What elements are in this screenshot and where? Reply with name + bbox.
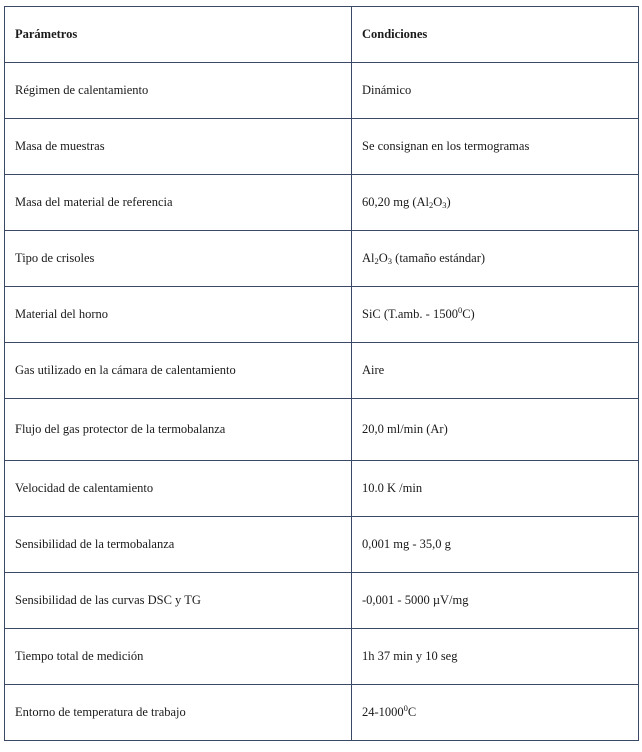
table-row [5,685,639,741]
row-cond: 1h 37 min y 10 seg [352,629,639,685]
cond-superscript: 0 [457,305,463,315]
row-param: Entorno de temperatura de trabajo [5,685,352,741]
row-param: Tipo de crisoles [5,231,352,287]
table-row [5,629,639,685]
row-cond: Aire [352,343,639,399]
row-param: Masa del material de referencia [5,175,352,231]
row-cond [352,231,639,287]
table-row [5,517,639,573]
table-row [5,287,639,343]
table-header-row [5,7,639,63]
cond-subscript: 2 [374,256,379,266]
cond-text: ) [446,195,451,209]
parameters-table [4,6,639,741]
header-condiciones: Condiciones [352,7,639,63]
row-cond: -0,001 - 5000 µV/mg [352,573,639,629]
table-row [5,231,639,287]
table-row [5,399,639,461]
cond-text: C) [462,307,475,321]
cond-superscript: 0 [403,703,408,713]
table-row [5,175,639,231]
cond-subscript: 3 [387,256,393,266]
row-cond: 10.0 K /min [352,461,639,517]
row-param: Tiempo total de medición [5,629,352,685]
row-cond [352,287,639,343]
cond-text: Al [362,251,375,265]
row-param: Gas utilizado en la cámara de calentamiento [5,343,352,399]
cond-text: C [407,705,417,719]
table-row [5,573,639,629]
cond-text: O [433,195,443,209]
table-row [5,63,639,119]
row-param: Material del horno [5,287,352,343]
row-param: Masa de muestras [5,119,352,175]
table-row [5,461,639,517]
cond-subscript: 2 [429,200,434,210]
row-param: Sensibilidad de las curvas DSC y TG [5,573,352,629]
row-cond [352,175,639,231]
table-row [5,119,639,175]
row-param: Flujo del gas protector de la termobalanza [5,399,352,461]
row-cond: Dinámico [352,63,639,119]
row-cond: Se consignan en los termogramas [352,119,639,175]
cond-text: (tamaño estándar) [392,251,486,265]
cond-text: 60,20 mg (Al [362,195,430,209]
header-parametros: Parámetros [5,7,352,63]
row-param: Régimen de calentamiento [5,63,352,119]
row-param: Velocidad de calentamiento [5,461,352,517]
row-cond: 0,001 mg - 35,0 g [352,517,639,573]
row-param: Sensibilidad de la termobalanza [5,517,352,573]
cond-text: 24-1000 [362,705,404,719]
cond-text: O [378,251,388,265]
cond-text: SiC (T.amb. - 1500 [362,307,458,321]
table-row [5,343,639,399]
cond-subscript: 3 [442,200,447,210]
row-cond [352,685,639,741]
row-cond: 20,0 ml/min (Ar) [352,399,639,461]
